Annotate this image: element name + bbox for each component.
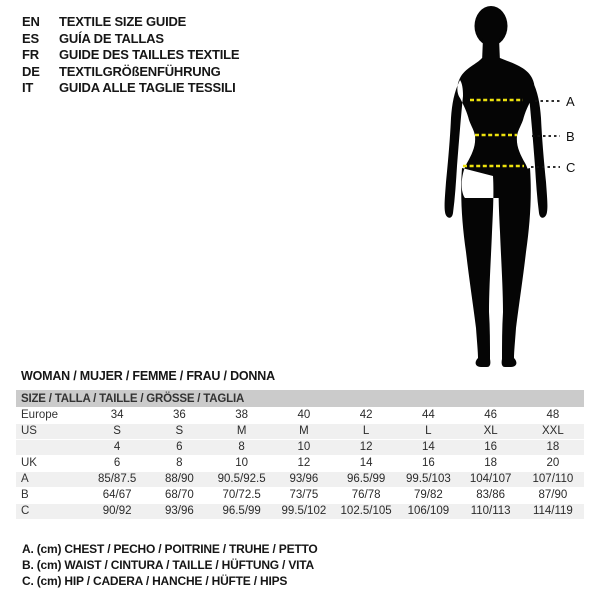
size-table-header: SIZE / TALLA / TAILLE / GRÖSSE / TAGLIA (16, 390, 584, 408)
marker-label-a: A (566, 94, 575, 109)
size-cell: 16 (421, 457, 435, 469)
size-cell: 68/70 (164, 489, 194, 501)
size-cell: 14 (359, 457, 373, 469)
size-cell: 16 (484, 441, 498, 453)
legend-line: B. (cm) WAIST / CINTURA / TAILLE / HÜFTUNG / VITA (22, 558, 314, 573)
legend-line: C. (cm) HIP / CADERA / HANCHE / HÜFTE / HIPS (22, 574, 288, 589)
size-cell: 114/119 (532, 505, 573, 517)
woman-silhouette-icon (420, 0, 600, 372)
language-title-list (22, 14, 239, 97)
table-row (16, 504, 584, 520)
size-cell: 40 (297, 409, 311, 421)
size-cell: 18 (546, 441, 560, 453)
marker-label-b: B (566, 129, 575, 144)
size-cell: 12 (359, 441, 373, 453)
language-title: GUÍA DE TALLAS (59, 30, 164, 46)
size-cell: S (113, 425, 121, 437)
size-cell: 83/86 (476, 489, 506, 501)
size-cell: 96.5/99 (346, 473, 386, 485)
size-cell: 4 (113, 441, 121, 453)
language-row (22, 80, 239, 97)
size-cell: 96.5/99 (222, 505, 261, 517)
size-cell: 20 (546, 457, 560, 469)
size-table-body (16, 408, 584, 520)
size-cell: 102.5/105 (340, 505, 392, 517)
size-cell: 99.5/103 (405, 473, 451, 485)
language-row (22, 31, 239, 48)
language-title: TEXTILE SIZE GUIDE (59, 14, 187, 29)
size-cell: 110/113 (470, 505, 511, 517)
row-label: Europe (21, 409, 59, 421)
language-code: DE (22, 63, 40, 79)
table-row (16, 424, 584, 440)
size-cell: 38 (235, 409, 249, 421)
size-cell: 76/78 (351, 489, 381, 501)
table-row (16, 456, 584, 472)
language-code: EN (22, 14, 40, 29)
size-cell: 88/90 (164, 473, 194, 485)
language-row (22, 47, 239, 64)
language-code: IT (22, 80, 34, 96)
size-cell: XL (483, 425, 498, 437)
language-row (22, 64, 239, 81)
size-cell: M (236, 425, 247, 437)
size-cell: 90/92 (102, 505, 132, 517)
size-cell: 10 (297, 441, 311, 453)
size-cell: 36 (172, 409, 186, 421)
legend-line: A. (cm) CHEST / PECHO / POITRINE / TRUHE / PETTO (22, 542, 318, 556)
row-label: A (21, 473, 29, 485)
size-cell: 93/96 (289, 473, 319, 485)
size-cell: 79/82 (413, 489, 443, 501)
size-table (16, 390, 584, 520)
size-cell: 6 (113, 457, 121, 469)
size-cell: 8 (238, 441, 245, 453)
size-cell: 106/109 (407, 505, 450, 517)
row-label: C (21, 505, 30, 517)
size-cell: 93/96 (164, 505, 194, 517)
size-cell: 10 (235, 457, 249, 469)
size-cell: 8 (176, 457, 183, 469)
language-title: GUIDA ALLE TAGLIE TESSILI (59, 80, 236, 96)
size-cell: 48 (546, 409, 560, 421)
size-cell: 12 (297, 457, 311, 469)
size-cell: 42 (359, 409, 373, 421)
measurement-legend (22, 541, 318, 590)
size-cell: S (175, 425, 184, 437)
size-cell: 90.5/92.5 (217, 473, 266, 485)
row-label (16, 440, 86, 456)
language-code: FR (22, 47, 39, 63)
size-cell: 64/67 (102, 489, 132, 501)
size-cell: 14 (421, 441, 435, 453)
section-title-woman: WOMAN / MUJER / FEMME / FRAU / DONNA (21, 369, 275, 383)
marker-label-c: C (566, 160, 576, 175)
size-cell: 18 (484, 457, 498, 469)
size-cell: 107/110 (532, 473, 574, 485)
row-label: B (21, 489, 29, 501)
language-title: GUIDE DES TAILLES TEXTILE (59, 47, 240, 63)
size-cell: 34 (110, 409, 124, 421)
row-label: UK (21, 457, 37, 469)
size-cell: 70/72.5 (222, 489, 261, 501)
language-row (22, 14, 239, 31)
woman-measurement-figure (420, 0, 600, 372)
language-code: ES (22, 30, 39, 46)
size-cell: 46 (484, 409, 498, 421)
table-row (16, 408, 584, 424)
size-cell: 85/87.5 (97, 473, 137, 485)
size-cell: XXL (542, 425, 564, 437)
size-cell: L (425, 425, 432, 437)
size-cell: 87/90 (538, 489, 568, 501)
size-cell: 6 (176, 441, 183, 453)
size-cell: M (299, 425, 309, 437)
size-cell: 104/107 (469, 473, 512, 485)
size-cell: 99.5/102 (281, 505, 327, 517)
size-cell: L (362, 425, 370, 437)
table-row (16, 472, 584, 488)
size-cell: 44 (421, 409, 435, 421)
table-row (16, 488, 584, 504)
table-row (16, 440, 584, 456)
row-label: US (21, 425, 37, 437)
language-title: TEXTILGRÖßENFÜHRUNG (59, 63, 221, 79)
size-cell: 73/75 (289, 489, 319, 501)
